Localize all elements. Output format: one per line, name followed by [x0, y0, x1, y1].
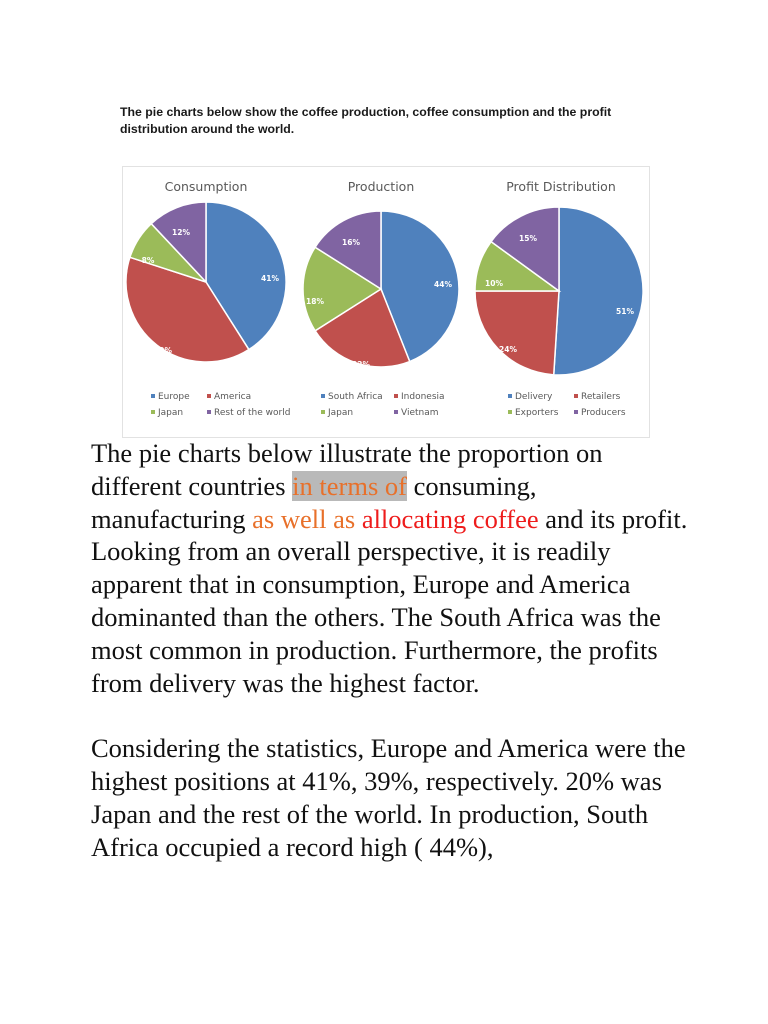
instruction-line-2: distribution around the world. — [120, 122, 295, 136]
legend-label: Japan — [158, 408, 184, 418]
legend-swatch — [508, 394, 512, 398]
essay-text — [91, 437, 691, 863]
legend-swatch — [321, 410, 325, 414]
essay-p1-segment-1: The pie charts below illustrate the proportion on different countries — [91, 438, 603, 501]
legend-label: America — [214, 392, 252, 402]
legend-label: Producers — [581, 408, 626, 418]
legend-label: Europe — [158, 392, 190, 402]
pie-slice-retailers — [475, 291, 559, 375]
highlight-allocating-coffee: allocating coffee — [361, 503, 539, 534]
essay-p1-segment-4: and its profit. Looking from an overall perspective, it is readily apparent that in consumption, Europe and America dominanted than the others. The South Africa was the most common in production. Furthermore, the profits from delivery was the highest factor. — [91, 503, 688, 698]
legend-label: Rest of the world — [214, 408, 291, 418]
legend-swatch — [151, 410, 155, 414]
pie-slice-delivery — [554, 207, 643, 375]
pie-data-label: 15% — [519, 234, 537, 243]
pie-data-label: 22% — [352, 360, 370, 369]
legend-swatch — [394, 394, 398, 398]
legend-swatch — [207, 410, 211, 414]
legend-swatch — [574, 410, 578, 414]
legend-label: Japan — [328, 408, 354, 418]
legend-swatch — [151, 394, 155, 398]
legend-label: South Africa — [328, 392, 383, 402]
pie-data-label: 18% — [306, 297, 324, 306]
pie-data-label: 16% — [342, 238, 360, 247]
essay-p1-segment-3 — [355, 504, 362, 534]
essay-paragraph-1 — [91, 437, 691, 699]
pie-charts-figure — [122, 166, 650, 438]
legend-label: Indonesia — [401, 392, 445, 402]
legend-label: Vietnam — [401, 408, 439, 418]
pie-title-1: Production — [347, 179, 415, 194]
pie-title-2: Profit Distribution — [506, 179, 616, 194]
pie-data-label: 39% — [154, 346, 172, 355]
legend-swatch — [394, 410, 398, 414]
highlight-in-terms-of: in terms of — [292, 470, 407, 501]
pie-title-0: Consumption — [164, 179, 248, 194]
pie-data-label: 12% — [172, 228, 190, 237]
pie-charts-svg — [123, 167, 649, 437]
legend-swatch — [508, 410, 512, 414]
essay-paragraph-2: Considering the statistics, Europe and America were the highest positions at 41%, 39%, respectively. 20% was Japan and the rest of the world. In production, South Africa occupied a record high ( 44%), — [91, 733, 686, 862]
pie-data-label: 41% — [261, 274, 279, 283]
pie-data-label: 10% — [485, 279, 503, 288]
instruction-line-1: The pie charts below show the coffee production, coffee consumption and the profit — [120, 105, 612, 119]
pie-data-label: 44% — [434, 280, 452, 289]
chart-instruction — [120, 104, 660, 138]
legend-swatch — [321, 394, 325, 398]
legend-swatch — [207, 394, 211, 398]
highlight-as-well-as: as well as — [252, 503, 356, 534]
essay-p1-segment-2: consuming, manufacturing — [91, 470, 537, 534]
legend-label: Delivery — [515, 392, 553, 402]
pie-data-label: 8% — [141, 256, 155, 265]
pie-data-label: 51% — [616, 307, 634, 316]
pie-data-label: 24% — [499, 345, 517, 354]
legend-swatch — [574, 394, 578, 398]
legend-label: Retailers — [581, 392, 621, 402]
legend-label: Exporters — [515, 408, 559, 418]
